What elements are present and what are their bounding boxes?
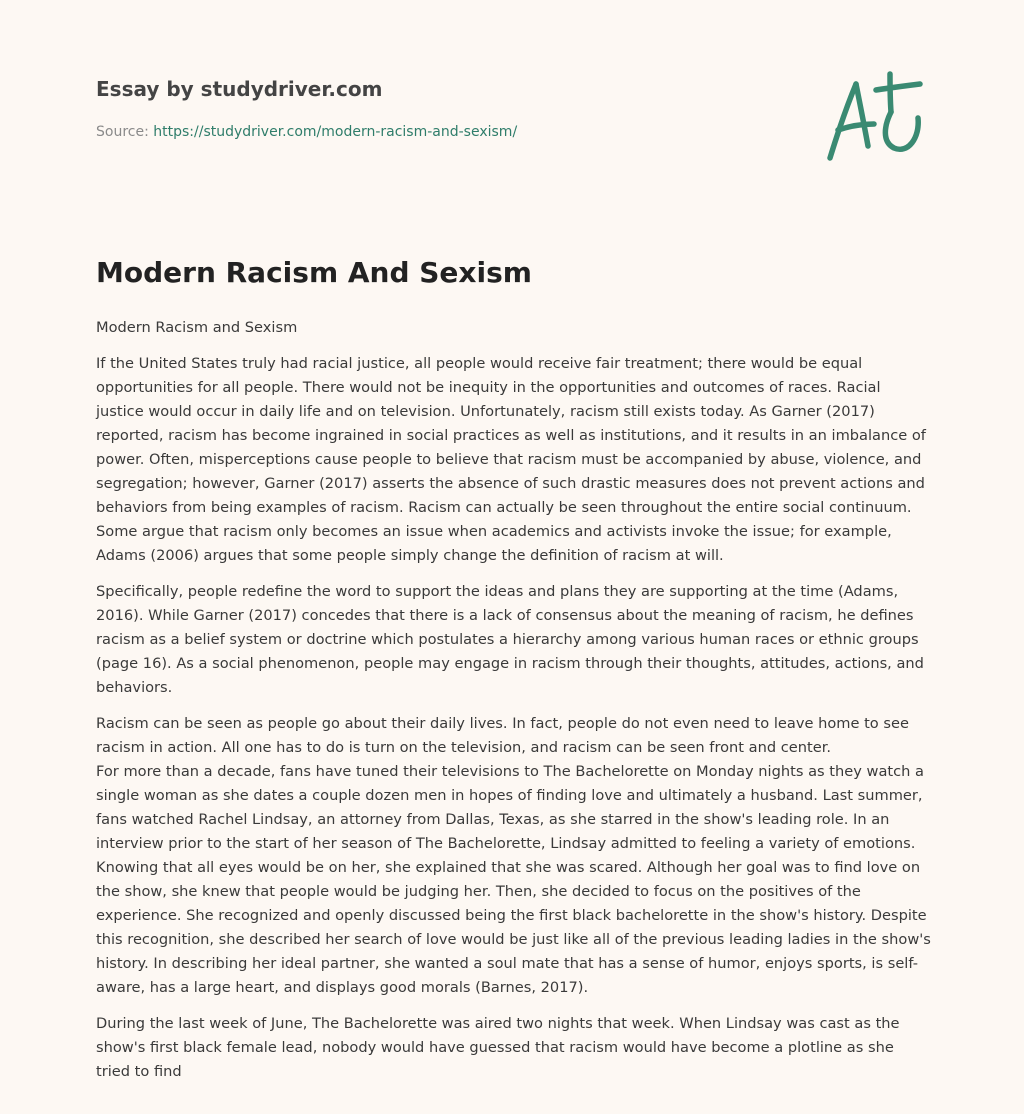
site-attribution: Essay by studydriver.com [96,77,383,101]
source-link[interactable]: https://studydriver.com/modern-racism-and-sexism/ [153,124,518,140]
source-label: Source: [96,124,149,140]
article-title: Modern Racism And Sexism [96,256,532,289]
article-subtitle: Modern Racism and Sexism [96,319,298,336]
a-plus-logo-icon [824,68,928,164]
paragraph: Racism can be seen as people go about their daily lives. In fact, people do not even need to leave home to see racism in action. All one has to do is turn on the television, and racism can be seen front and center. [96,715,909,756]
paragraph: Specifically, people redefine the word to support the ideas and plans they are supporting at the time (Adams, 2016). While Garner (2017) concedes that there is a lack of consensus about the meaning of racism, he defines racism as a belief system or doctrine which postulates a hierarchy among various human races or ethnic groups (page 16). As a social phenomenon, people may engage in racism through their thoughts, attitudes, actions, and behaviors. [96,583,924,696]
paragraph: During the last week of June, The Bachelorette was aired two nights that week. When Lindsay was cast as the show's first black female lead, nobody would have guessed that racism would have become a plotline as she tried to find [96,1015,900,1080]
source-line [96,124,517,140]
article-body [96,316,932,1096]
paragraph: If the United States truly had racial justice, all people would receive fair treatment; there would be equal opportunities for all people. There would not be inequity in the opportunities and outcomes of races. Racial justice would occur in daily life and on television. Unfortunately, racism still exists today. As Garner (2017) reported, racism has become ingrained in social practices as well as institutions, and it results in an imbalance of power. Often, misperceptions cause people to believe that racism must be accompanied by abuse, violence, and segregation; however, Garner (2017) asserts the absence of such drastic measures does not prevent actions and behaviors from being examples of racism. Racism can actually be seen throughout the entire social continuum. Some argue that racism only becomes an issue when academics and activists invoke the issue; for example, Adams (2006) argues that some people simply change the definition of racism at will. [96,355,926,564]
paragraph: For more than a decade, fans have tuned their televisions to The Bachelorette on Monday nights as they watch a single woman as she dates a couple dozen men in hopes of finding love and ultimately a husband. Last summer, fans watched Rachel Lindsay, an attorney from Dallas, Texas, as she starred in the show's leading role. In an interview prior to the start of her season of The Bachelorette, Lindsay admitted to feeling a variety of emotions. Knowing that all eyes would be on her, she explained that she was scared. Although her goal was to find love on the show, she knew that people would be judging her. Then, she decided to focus on the positives of the experience. She recognized and openly discussed being the first black bachelorette in the show's history. Despite this recognition, she described her search of love would be just like all of the previous leading ladies in the show's history. In describing her ideal partner, she wanted a soul mate that has a sense of humor, enjoys sports, is self-aware, has a large heart, and displays good morals (Barnes, 2017). [96,763,931,996]
